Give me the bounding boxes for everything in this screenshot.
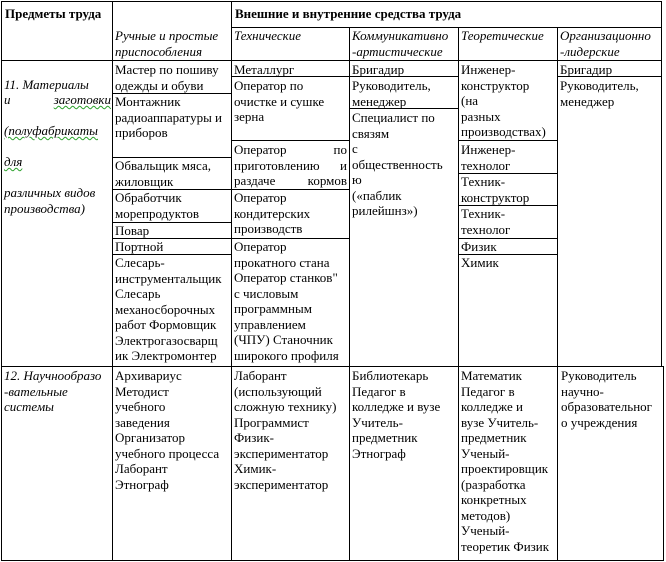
row-11-subject-line: 11. Материалы <box>4 76 89 92</box>
technical-job: Оператор прокатного стана Оператор станков" с числовым программным управлением (ЧПУ) Станочник широкого профиля <box>234 239 339 363</box>
technical-divider <box>231 140 349 141</box>
row-12-organizational: Руководитель научно- образовательног о учреждения <box>561 368 652 430</box>
subheader-technical: Технические <box>234 28 301 43</box>
theoretical-job: Техник- технолог <box>461 206 511 237</box>
row-12-subject: 12. Научнообразо -вательные системы <box>4 368 102 414</box>
technical-job: Оператор кондитерских производств <box>234 190 311 236</box>
technical-job: Оператор по приготовлению и раздаче кормов <box>234 142 347 188</box>
technical-job: Металлург <box>234 62 295 77</box>
manual-job: Повар <box>115 223 150 238</box>
manual-job: Обвальщик мяса, жиловщик <box>115 158 211 189</box>
theoretical-divider <box>458 140 557 141</box>
row-12-divider <box>1 366 663 367</box>
row-12-theoretical: Математик Педагог в колледже и вузе Учитель- предметник Ученый- проектировщик (разработка конкретных методов) Ученый- теоретик Физик <box>461 368 550 554</box>
manual-job: Монтажник радиоаппаратуры и приборов <box>115 94 223 140</box>
header-subject: Предметы труда <box>5 6 102 21</box>
col-divider-3 <box>349 27 350 560</box>
table-border-right <box>661 1 662 366</box>
theoretical-job: Инженер- конструктор (на разных производствах) <box>461 62 546 139</box>
communicative-job: Специалист по связям с общественность ю («паблик рилейшнз») <box>352 110 443 218</box>
col-divider-5 <box>557 27 558 560</box>
theoretical-job: Физик <box>461 239 497 254</box>
organizational-job: Бригадир <box>560 62 613 77</box>
manual-job: Мастер по пошиву одежды и обуви <box>115 62 219 93</box>
manual-job: Слесарь- инструментальщик Слесарь механосборочных работ Формовщик Электрогазосварщ ик Электромонтер <box>115 255 222 363</box>
header-means: Внешние и внутренние средства труда <box>235 6 462 21</box>
theoretical-job: Химик <box>461 255 499 270</box>
communicative-job: Бригадир <box>352 62 405 77</box>
row-12-communicative: Библиотекарь Педагог в колледже и вузе Учитель- предметник Этнограф <box>352 368 441 461</box>
row-12-manual: Архивариус Методист учебного заведения Организатор учебного процесса Лаборант Этнограф <box>115 368 220 492</box>
row-11-subject-word: заготовки <box>53 92 111 107</box>
subheader-manual: Ручные и простые приспособления <box>115 28 219 59</box>
organizational-job: Руководитель, менеджер <box>560 78 639 109</box>
table-border-right-lower <box>663 366 664 561</box>
theoretical-job: Инженер- технолог <box>461 142 516 173</box>
theoretical-job: Техник- конструктор <box>461 174 530 205</box>
col-divider-4 <box>458 27 459 560</box>
col-divider-2 <box>231 1 232 560</box>
manual-job: Обработчик морепродуктов <box>115 190 199 221</box>
col-divider-1 <box>112 1 113 560</box>
row-11-subject-line: для <box>4 154 23 169</box>
communicative-job: Руководитель, менеджер <box>352 78 431 109</box>
table-border-top <box>1 1 661 2</box>
subheader-communicative: Коммуникативно -артистические <box>352 28 449 59</box>
subheader-organizational: Организационно -лидерские <box>560 28 651 59</box>
table-border-left <box>1 1 2 560</box>
subheader-theoretical: Теоретические <box>461 28 544 43</box>
manual-job: Портной <box>115 239 164 254</box>
table-border-bottom <box>1 560 663 561</box>
row-11-subject-word: и <box>4 92 11 107</box>
row-11-subject-line: различных видов производства) <box>4 185 96 216</box>
row-12-technical: Лаборант (использующий сложную технику) Программист Физик- экспериментатор Химик- экспериментатор <box>234 368 337 492</box>
row-11-subject <box>4 61 111 232</box>
technical-job: Оператор по очистке и сушке зерна <box>234 78 325 124</box>
row-11-subject-line: (полуфабрикаты <box>4 123 98 138</box>
